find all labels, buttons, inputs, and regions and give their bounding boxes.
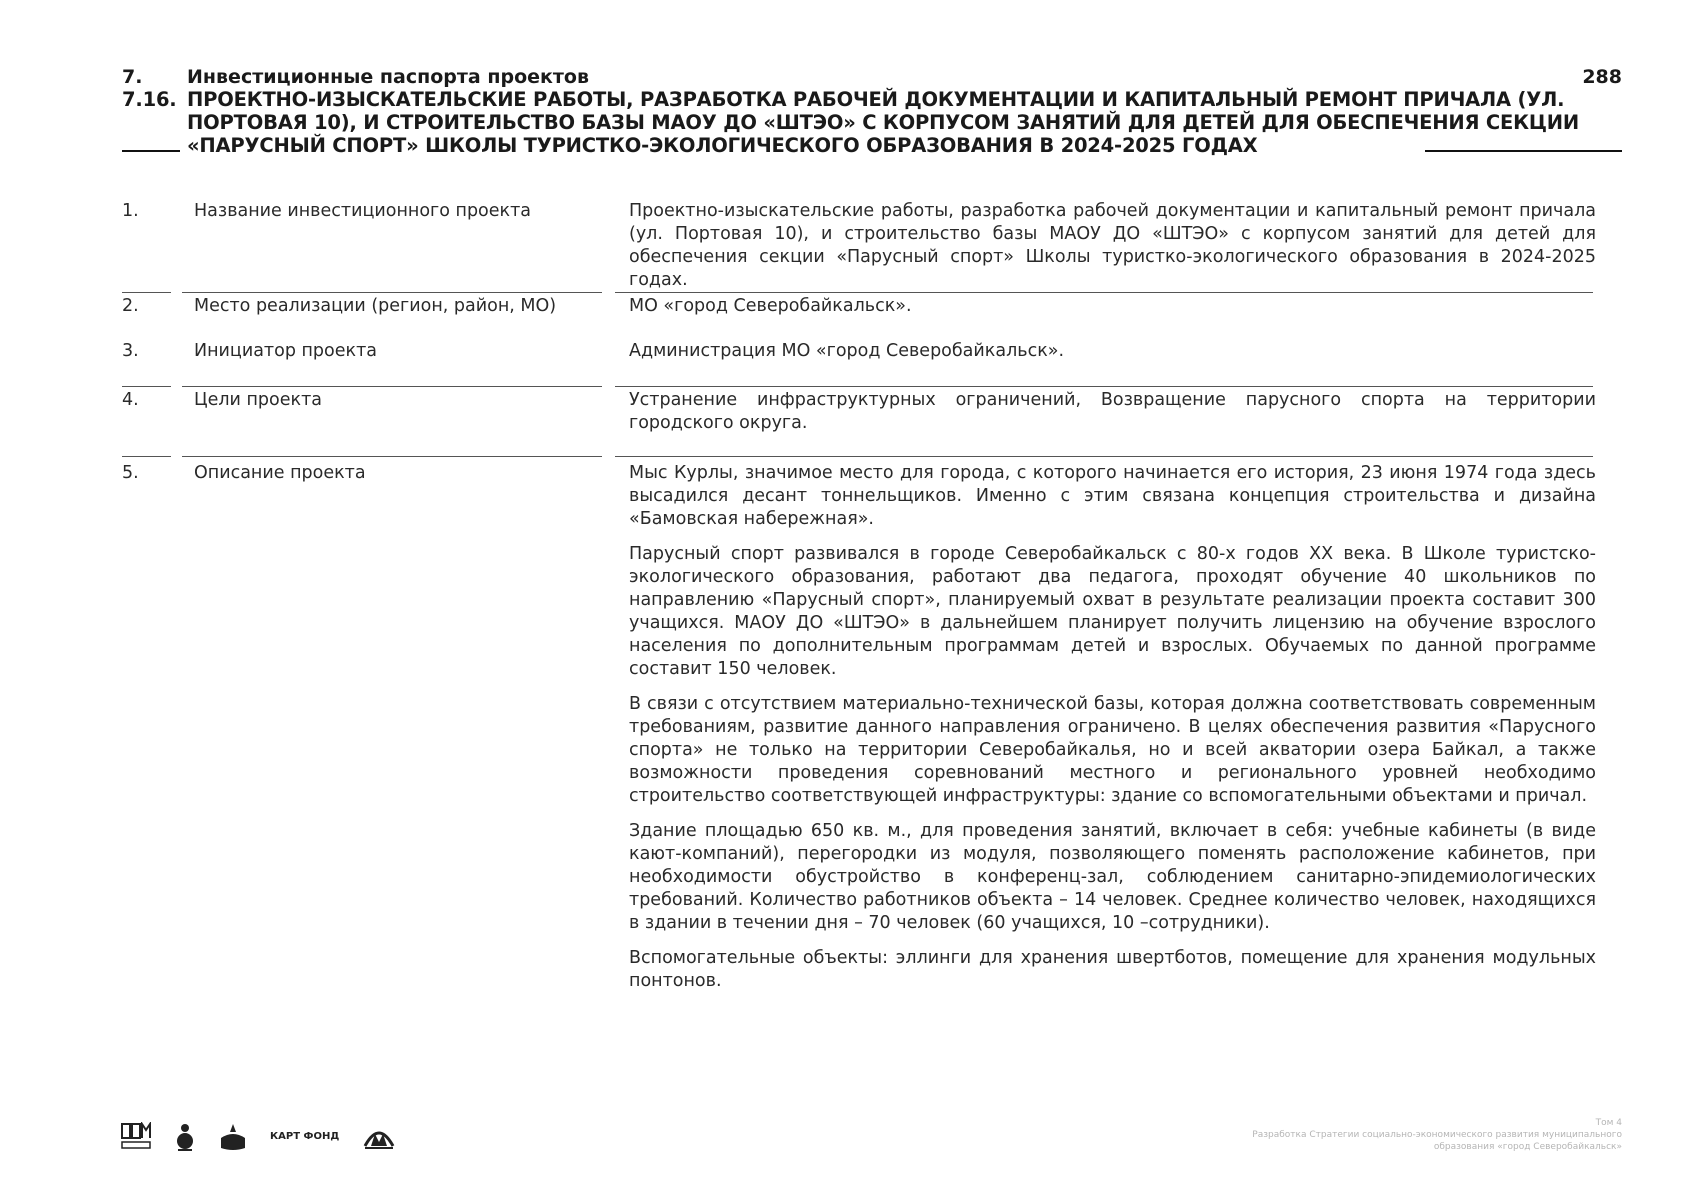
row-paragraph: В связи с отсутствием материально-технической базы, которая должна соответствовать современным требованиям, развитие данного направления ограничено. В целях обеспечения развития «Парусного спорта» не только на территории Северобайкалья, но и всей акватории озера Байкал, а также возможности проведения соревнований местного и регионального уровней необходимо строительство соответствующей инфраструктуры: здание со вспомогательными объектами и причал. [629,694,1596,806]
row-number: 5. [122,463,139,483]
section-heading [122,66,1622,88]
row-label: Название инвестиционного проекта [194,201,532,221]
footer-note [1202,1117,1622,1153]
table-row [122,457,1596,1005]
subsection-number: 7.16. [122,88,177,111]
footer-note-line: образования «город Северобайкальск» [1433,1142,1622,1152]
table-row [122,200,1596,292]
table-row [122,387,1596,456]
ddm-logo [120,1122,152,1152]
city-emblem-logo [361,1122,397,1152]
row-paragraph: Устранение инфраструктурных ограничений, Возвращение парусного спорта на территории городского округа. [629,390,1596,433]
row-label: Инициатор проекта [194,341,377,361]
subsection-title: ПРОЕКТНО-ИЗЫСКАТЕЛЬСКИЕ РАБОТЫ, РАЗРАБОТКА РАБОЧЕЙ ДОКУМЕНТАЦИИ И КАПИТАЛЬНЫЙ РЕМОНТ ПРИЧАЛА (УЛ. ПОРТОВАЯ 10), И СТРОИТЕЛЬСТВО БАЗЫ МАОУ ДО «ШТЭО» С КОРПУСОМ ЗАНЯТИЙ ДЛЯ ДЕТЕЙ ДЛЯ ОБЕСПЕЧЕНИЯ СЕКЦИИ «ПАРУСНЫЙ СПОРТ» ШКОЛЫ ТУРИСТКО-ЭКОЛОГИЧЕСКОГО ОБРАЗОВАНИЯ В 2024-2025 ГОДАХ [187,88,1580,157]
person-logo [174,1122,196,1152]
row-label: Место реализации (регион, район, МО) [194,296,557,316]
hands-logo [218,1122,248,1152]
row-label: Описание проекта [194,463,366,483]
row-number: 3. [122,341,139,361]
row-value [629,340,1596,386]
section-title: Инвестиционные паспорта проектов [187,66,590,88]
row-paragraph: Парусный спорт развивался в городе Северобайкальск с 80-х годов XX века. В Школе туристско-экологического образования, работают два педагога, проходят обучение 40 школьников по направлению «Парусный спорт», планируемый охват в результате реализации проекта составит 300 учащихся. МАОУ ДО «ШТЭО» в дальнейшем планирует получить лицензию на обучение взрослого населения по дополнительным программам детей и взрослых. Обучаемых по данной программе составит 150 человек. [629,544,1596,679]
kartfond-logo [270,1132,339,1142]
row-value [629,200,1596,292]
row-value [629,462,1596,1005]
heading-rule-left [122,150,180,152]
row-value [629,295,1596,340]
project-passport-table [122,200,1596,1005]
kartfond-text: КАРТ ФОНД [270,1131,340,1142]
heading-rule-right [1425,150,1622,152]
row-number: 4. [122,390,139,410]
footer-note-line: Том 4 [1595,1118,1622,1128]
footer-note-line: Разработка Стратегии социально-экономического развития муниципального [1252,1130,1622,1140]
table-row [122,340,1592,386]
footer-logos [120,1122,397,1152]
page-number: 288 [1582,66,1622,88]
row-paragraph: Здание площадью 650 кв. м., для проведения занятий, включает в себя: учебные кабинеты (в виде кают-компаний), перегородки из модуля, позволяющего поменять расположение кабинетов, при необходимости обустройство в конференц-зал, соблюдением санитарно-эпидемиологических требований. Количество работников объекта – 14 человек. Среднее количество человек, находящихся в здании в течении дня – 70 человек (60 учащихся, 10 –сотрудники). [629,821,1596,933]
row-paragraph: Проектно-изыскательские работы, разработка рабочей документации и капитальный ремонт причала (ул. Портовая 10), и строительство базы МАОУ ДО «ШТЭО» с корпусом занятий для детей для обеспечения секции «Парусный спорт» Школы туристко-экологического образования в 2024-2025 годах. [629,201,1596,290]
row-paragraph: МО «город Северобайкальск». [629,296,912,316]
row-paragraph: Мыс Курлы, значимое место для города, с которого начинается его история, 23 июня 1974 года здесь высадился десант тоннельщиков. Именно с этим связана концепция строительства и дизайна «Бамовская набережная». [629,463,1596,529]
subsection-heading [122,88,1622,157]
row-number: 2. [122,296,139,316]
row-number: 1. [122,201,139,221]
section-number: 7. [122,66,143,88]
row-paragraph: Администрация МО «город Северобайкальск». [629,341,1065,361]
row-value [629,389,1596,456]
page-header [122,66,1622,157]
row-paragraph: Вспомогательные объекты: эллинги для хранения швертботов, помещение для хранения модульных понтонов. [629,948,1596,991]
row-label: Цели проекта [194,390,322,410]
table-row [122,293,1592,340]
